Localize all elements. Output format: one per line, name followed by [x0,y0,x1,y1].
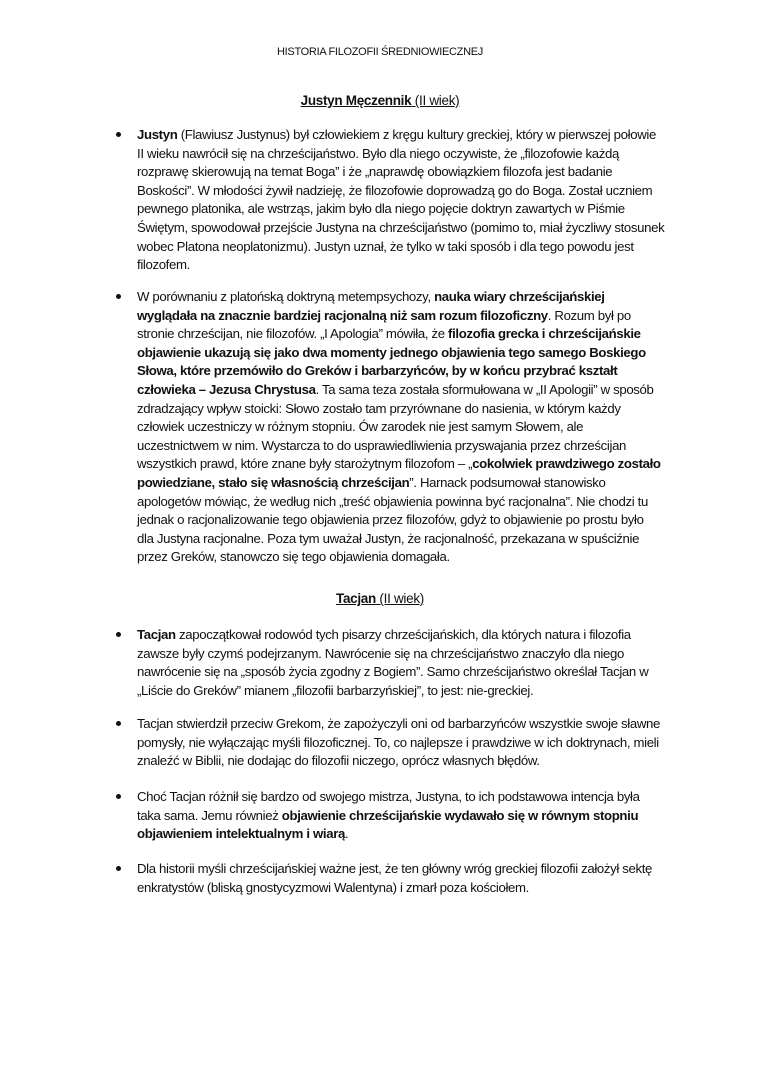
text-line [137,126,697,145]
section-title-name: Tacjan [336,591,376,606]
text-line [137,752,697,771]
text-line [137,344,697,363]
bold-text: objawienie chrześcijańskie wydawało się w równym stopniu [281,807,639,823]
text: taka sama. Jemu również [137,807,282,823]
text-line [137,879,697,898]
text: uczestnictwem w nim. Wystarcza to do usprawiedliwienia przyswajania przez chrześcijan [137,437,627,453]
bold-text: filozofia grecka i chrześcijańskie [448,326,641,342]
bold-text: powiedziane, stało się własnością chrześcijan [137,474,410,490]
bullet-icon [116,721,121,726]
bullet-paragraph [137,715,697,771]
text-line [137,381,697,400]
text: enkratystów (bliską gnostycyzmowi Walentyna) i zmarł poza kościołem. [137,879,529,895]
text: Świętym, spowodował przejście Justyna na chrześcijaństwo (pomimo to, miał życzliwy stosunek [137,219,665,235]
text-line [137,788,697,807]
bold-text: objawienie ukazują się jako dwa momenty jednego objawienia tego samego Boskiego [137,344,646,360]
bold-text: wyglądała na znacznie bardziej racjonalną niż sam rozum filozoficzny [137,307,548,323]
text-line [137,682,697,701]
text: . [344,826,349,842]
text: człowiek uczestniczy w różnym stopniu. Ów zarodek nie jest samym Słowem, ale [137,419,584,435]
bullet-paragraph [137,126,697,275]
bullet-icon [116,294,121,299]
text-line [137,807,697,826]
bullet-paragraph [137,288,697,567]
text: (Flawiusz Justynus) był człowiekiem z kręgu kultury greckiej, który w pierwszej połowie [177,127,656,142]
text-line [137,418,697,437]
bold-text: Słowa, które przemówiło do Greków i barbarzyńców, by w końcu przybrać kształt [137,363,618,379]
section-title [0,93,760,108]
text: jednak o racjonalizowanie tego objawienia przez filozofów, gdyż to objawienie po prostu było [137,512,644,528]
text-line [137,288,697,307]
section-title-period: (II wiek) [411,93,460,108]
text: stronie chrześcijan, nie filozofów. „I Apologia” mówiła, że [137,326,449,342]
text-line [137,645,697,664]
text-line [137,474,697,493]
text-line [137,238,697,257]
bold-text: cokolwiek prawdziwego zostało [472,456,661,472]
bold-text: Justyn [137,127,178,142]
text: apologetów mówiąc, że według nich „treść objawienia powinna być racjonalna”. Nie chodzi tu [137,493,648,509]
text: wszystkich prawd, które znane były starożytnym filozofom – „ [137,456,473,472]
page-header: HISTORIA FILOZOFII ŚREDNIOWIECZNEJ [277,46,483,58]
text: Choć Tacjan różnił się bardzo od swojego mistrza, Justyna, to ich podstawowa intencja była [137,789,640,804]
bold-text: człowieka – Jezusa Chrystusa [137,381,316,397]
bullet-paragraph [137,788,697,844]
section-title-name: Justyn Męczennik [300,93,412,108]
text: znaleźć w Biblii, nie dodając do filozofii niczego, oprócz własnych błędów. [137,753,540,769]
text: Dla historii myśli chrześcijańskiej ważne jest, że ten główny wróg greckiej filozofii założył sektę [137,861,653,876]
text: nawrócenie się na „sposób życia zgodny z Bogiem”. Samo chrześcijaństwo określał Tacjan w [137,664,649,680]
text: . Rozum był po [547,307,631,323]
text-line [137,182,697,201]
text: pomysły, nie wyłączając myśli filozoficznej. To, co najlepsze i prawdziwe w ich doktrynach, mieli [137,734,659,750]
text: filozofem. [137,257,190,273]
text-line [137,663,697,682]
text-line [137,715,697,734]
bold-text: Tacjan [137,627,176,642]
text-line [137,626,697,645]
text: zapoczątkował rodowód tych pisarzy chrześcijańskich, dla których natura i filozofia [175,627,631,642]
text-line [137,455,697,474]
bold-text: objawieniem intelektualnym i wiarą [137,826,345,842]
text-line [137,325,697,344]
text-line [137,256,697,275]
text-line [137,145,697,164]
text-line [137,400,697,419]
text: pewnego platonika, ale wstrząs, jakim było dla niego pojęcie doktryn zawartych w Piśmie [137,201,625,217]
text-line [137,511,697,530]
text: W porównaniu z platońską doktryną metempsychozy, [137,289,435,304]
bold-text: nauka wiary chrześcijańskiej [434,289,605,304]
text: . Ta sama teza została sformułowana w „II Apologii” w sposób [315,381,654,397]
text-line [137,493,697,512]
text-line [137,548,697,567]
text-line [137,437,697,456]
text-line [137,200,697,219]
text-line [137,307,697,326]
text: zawsze były czymś podejrzanym. Nawrócenie się na chrześcijaństwo znaczyło dla niego [137,645,624,661]
text-line [137,362,697,381]
text-line [137,734,697,753]
section-title-period: (II wiek) [375,591,424,606]
bullet-icon [116,132,121,137]
text: Tacjan stwierdził przeciw Grekom, że zapożyczyli oni od barbarzyńców wszystkie swoje sławne [137,716,660,731]
text-line [137,530,697,549]
text: II wieku nawrócił się na chrześcijaństwo. Było dla niego oczywiste, że „filozofowie każdą [137,145,619,161]
bullet-icon [116,794,121,799]
text: ”. Harnack podsumował stanowisko [409,474,606,490]
text: wobec Platona neoplatonizmu). Justyn uznał, że tylko w taki sposób i dla tego powodu jest [137,238,634,254]
bullet-icon [116,866,121,871]
section-title [0,591,760,606]
text-line [137,860,697,879]
text-line [137,825,697,844]
text: zdradzający wpływ stoicki: Słowo zostało tam przyrównane do nasienia, w którym każdy [137,400,621,416]
text-line [137,163,697,182]
text: dla Justyna racjonalne. Poza tym uważał Justyn, że racjonalność, przekazana w spuściźnie [137,530,640,546]
text-line [137,219,697,238]
bullet-paragraph [137,860,697,897]
bullet-paragraph [137,626,697,700]
text: Boskości”. W młodości żywił nadzieję, że filozofowie doprowadzą go do Boga. Został uczniem [137,182,653,198]
text: rozprawę skierowują na temat Boga” i że „naprawdę obowiązkiem filozofa jest badanie [137,164,613,180]
bullet-icon [116,632,121,637]
text: „Liście do Greków” mianem „filozofii barbarzyńskiej”, to jest: nie-greckiej. [137,682,534,698]
text: przez Greków, stanowczo się tego objawienia domagała. [137,549,450,565]
